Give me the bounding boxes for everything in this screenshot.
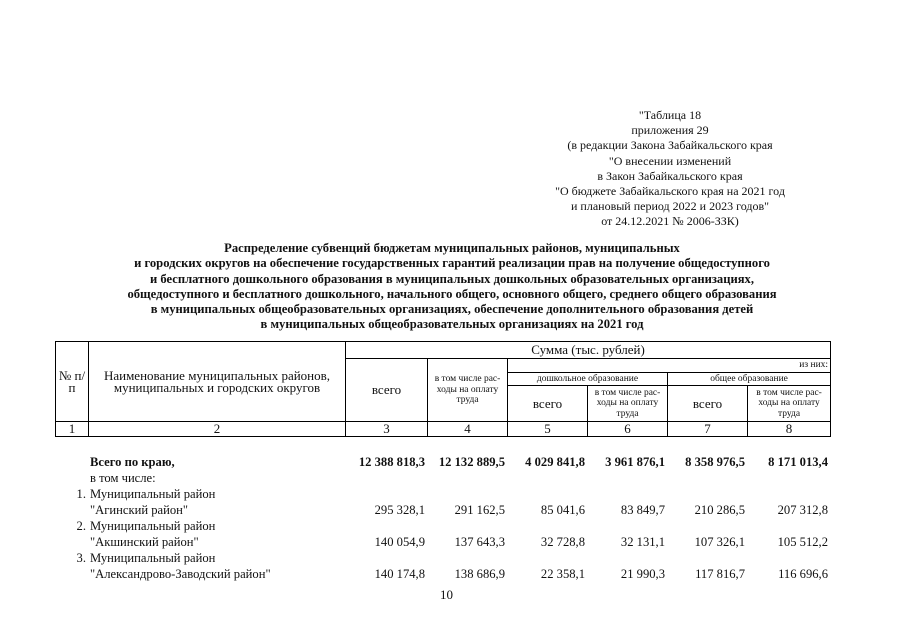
header-total-pay: в том числе рас-ходы на оплату труда [428,359,508,422]
table-row [55,534,830,550]
note-line: "Таблица 18 [638,108,702,122]
column-number: 7 [668,422,748,437]
row-name-line2: "Агинский район" [90,503,189,517]
note-line: "О бюджете Забайкальского края на 2021 год [555,184,785,199]
table-row [55,566,830,582]
page-number: 10 [440,587,453,602]
row-name-line2: "Александрово-Заводский район" [90,567,271,581]
row-value: 83 849,7 [620,503,665,517]
note-line: в Закон Забайкальского края [597,168,743,183]
row-value: 291 162,5 [454,503,505,517]
column-number: 8 [748,422,831,437]
title-line: общедоступного и бесплатного дошкольного, начального общего, основного общего, среднего общего образования [127,286,777,301]
total-row [55,454,830,470]
table-header [55,341,831,437]
document-header-note [520,108,820,230]
table-body [55,454,830,582]
header-preschool: дошкольное образование [508,373,668,386]
title-line: в муниципальных общеобразовательных организациях на 2021 год [260,317,644,332]
header-of-which: из них: [508,359,831,373]
column-number: 1 [56,422,89,437]
column-number: 5 [508,422,588,437]
header-sum: Сумма (тыс. рублей) [346,342,831,359]
total-label: Всего по краю, [90,455,175,469]
table-row [55,502,830,518]
header-general: общее образование [668,373,831,386]
total-value: 3 961 876,1 [605,455,665,469]
title-line: Распределение субвенций бюджетам муниципальных районов, муниципальных [224,241,680,255]
row-value: 140 174,8 [374,567,425,581]
total-value: 8 358 976,5 [685,455,745,469]
including-row [55,470,830,486]
header-preschool-total: всего [508,386,588,422]
row-name-line1: Муниципальный район [90,487,216,501]
row-value: 116 696,6 [778,567,828,581]
including-label: в том числе: [90,471,156,485]
header-total: всего [346,359,428,422]
row-value: 85 041,6 [540,503,585,517]
row-value: 32 131,1 [620,535,665,549]
row-value: 207 312,8 [777,503,828,517]
row-value: 22 358,1 [540,567,585,581]
title-line: в муниципальных общеобразовательных организациях, обеспечение дополнительного образования детей [150,302,754,317]
row-value: 137 643,3 [454,535,505,549]
table-row [55,550,830,566]
table-row [55,518,830,534]
note-line: приложения 29 [631,123,709,138]
column-number: 3 [346,422,428,437]
title-line: и бесплатного дошкольного образования в муниципальных дошкольных образовательных организациях, [149,271,755,286]
row-name-line2: "Акшинский район" [90,535,199,549]
note-line: от 24.12.2021 № 2006-ЗЗК) [601,214,739,229]
row-value: 21 990,3 [620,567,665,581]
table-row [55,486,830,502]
total-value: 4 029 841,8 [525,455,585,469]
total-value: 12 132 889,5 [438,455,505,469]
row-value: 210 286,5 [694,503,745,517]
column-number: 6 [588,422,668,437]
document-title [40,241,864,333]
header-num: № п/п [56,342,89,422]
header-general-pay: в том числе рас-ходы на оплату труда [748,386,831,422]
total-value: 8 171 013,4 [768,455,828,469]
total-value: 12 388 818,3 [358,455,425,469]
header-preschool-pay: в том числе рас-ходы на оплату труда [588,386,668,422]
row-name-line1: Муниципальный район [90,519,216,533]
row-value: 32 728,8 [540,535,585,549]
note-line: и плановый период 2022 и 2023 годов" [570,199,770,214]
note-line: "О внесении изменений [608,153,732,168]
header-name: Наименование муниципальных районов, муниципальных и городских округов [89,342,346,422]
row-number: 2. [76,519,86,533]
row-number: 3. [76,551,86,565]
row-value: 117 816,7 [695,567,745,581]
row-value: 138 686,9 [454,567,505,581]
row-name-line1: Муниципальный район [90,551,216,565]
row-value: 107 326,1 [694,535,745,549]
row-value: 295 328,1 [374,503,425,517]
row-value: 140 054,9 [374,535,425,549]
column-number: 4 [428,422,508,437]
row-value: 105 512,2 [777,535,828,549]
note-line: (в редакции Закона Забайкальского края [567,138,773,153]
header-general-total: всего [668,386,748,422]
column-number: 2 [89,422,346,437]
title-line: и городских округов на обеспечение государственных гарантий реализации прав на получение общедоступного [134,256,770,271]
row-number: 1. [76,487,86,501]
